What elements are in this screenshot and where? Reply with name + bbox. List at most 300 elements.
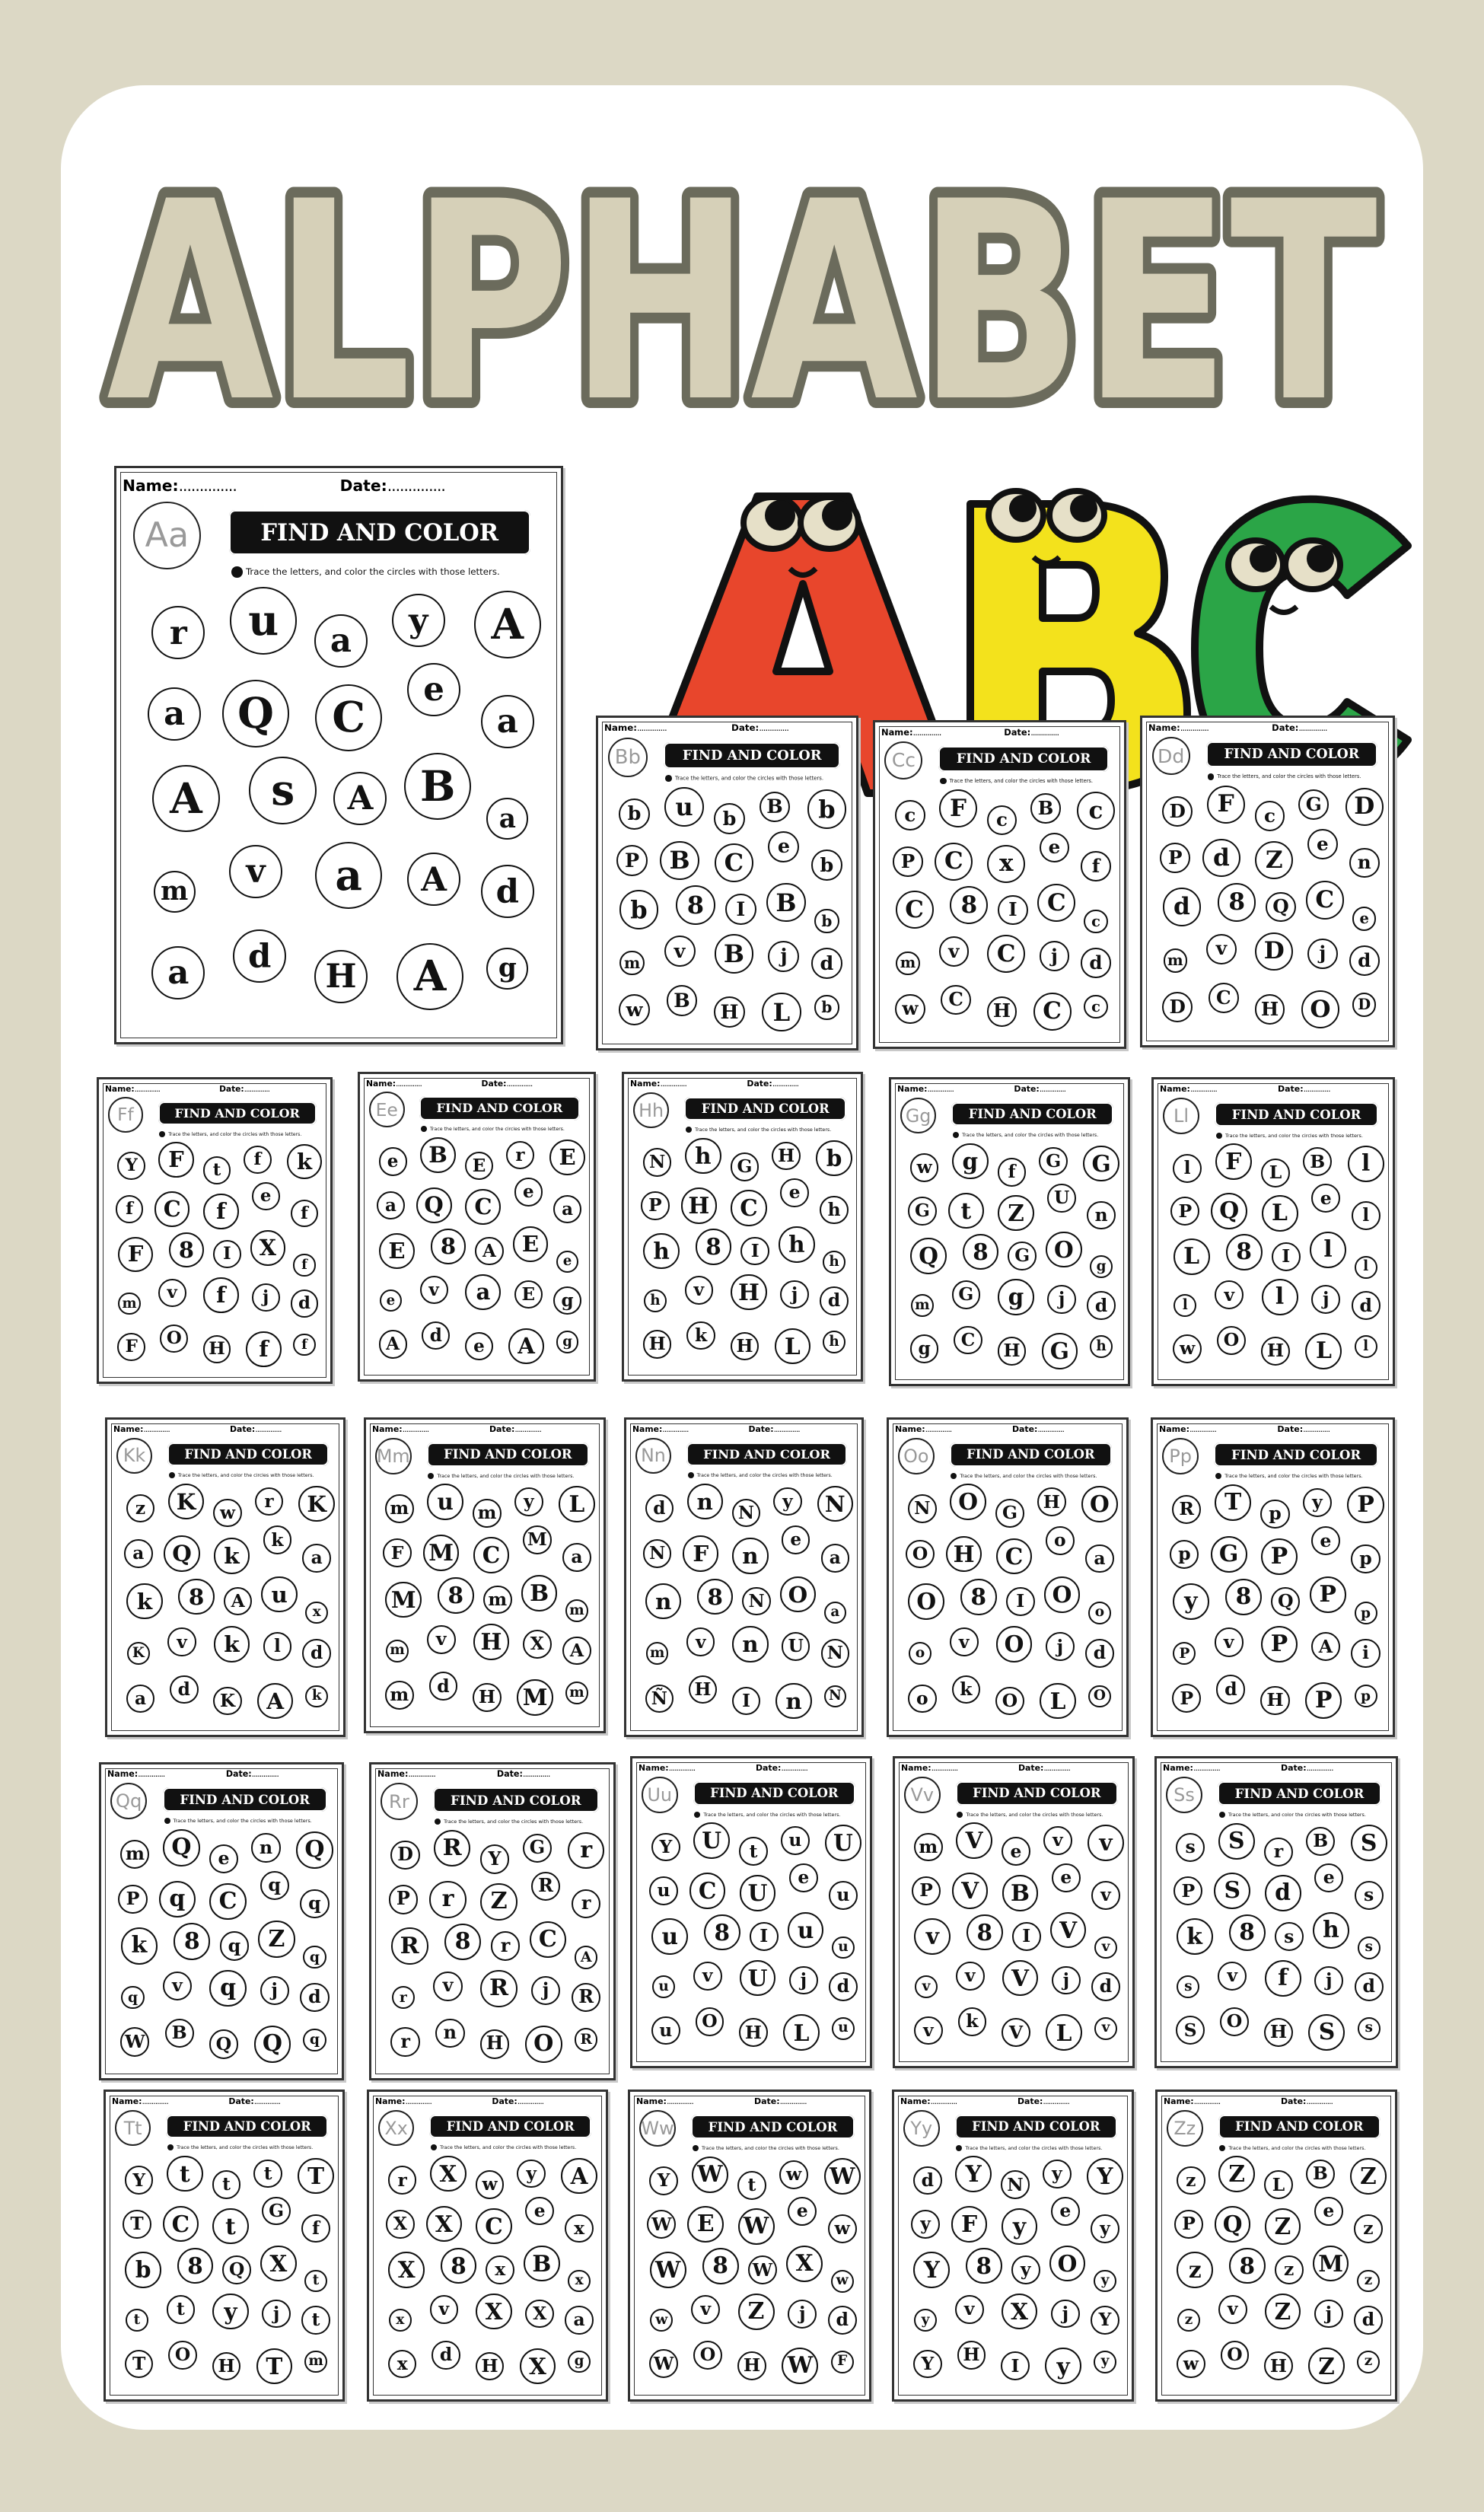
letter-circle: a (465, 1274, 501, 1310)
letter-circle: O (1046, 1232, 1082, 1268)
letter-circle: f (246, 1331, 282, 1367)
letter-circle: F (118, 1237, 154, 1273)
name-label: Name: (112, 2096, 142, 2106)
name-label: Name: (372, 1423, 403, 1434)
letter-circle: K (127, 1642, 150, 1665)
letter-circle: V (1002, 2018, 1030, 2047)
letter-circle: r (506, 1141, 534, 1169)
letter-circle: R (434, 1830, 471, 1867)
letter-circle: H (689, 1675, 717, 1704)
letter-circle: d (1355, 1972, 1384, 2001)
worksheet-dd (1140, 716, 1395, 1047)
letter-circle: j (252, 1283, 280, 1312)
letter-circle: 8 (697, 1579, 733, 1615)
letter-circle: a (1085, 1544, 1114, 1573)
letter-circle: v (1091, 1881, 1120, 1910)
letter-circle: P (1160, 843, 1190, 873)
letter-circle: p (1355, 1602, 1377, 1624)
letter-circle: P (1347, 1487, 1384, 1523)
letter-circle: V (1050, 1912, 1087, 1949)
letter-circle: m (914, 1833, 943, 1862)
find-and-color-heading: FIND AND COLOR (1218, 2115, 1381, 2139)
date-line: .............. (253, 2096, 281, 2106)
find-and-color-heading: FIND AND COLOR (684, 1097, 846, 1121)
letter-circle: z (1275, 2255, 1304, 2284)
letter-circle: V (952, 1873, 989, 1909)
name-label: Name: (636, 2096, 667, 2106)
date-label: Date: (755, 1762, 782, 1773)
letter-circle: A (333, 772, 387, 825)
letter-circle: G (1008, 1242, 1037, 1270)
letter-circle: g (568, 2351, 591, 2373)
letter-circle: Y (1091, 2306, 1119, 2335)
letter-circle: n (1087, 1201, 1116, 1230)
find-and-color-heading: FIND AND COLOR (1215, 1102, 1378, 1127)
letter-circle: y (1094, 2270, 1116, 2293)
name-label: Name: (901, 1762, 931, 1773)
letter-circle: H (473, 1683, 502, 1712)
letter-circle: e (1307, 829, 1338, 859)
letter-circle: R (391, 1927, 428, 1965)
letter-circle: n (775, 1683, 811, 1719)
letter-circle: 8 (438, 1577, 474, 1614)
letter-circle: d (1349, 945, 1380, 976)
worksheet-bb (596, 716, 858, 1050)
worksheet-vv (893, 1756, 1135, 2068)
pencil-icon (169, 1472, 175, 1478)
date-line: .............. (1043, 2096, 1069, 2106)
name-label: Name: (105, 1083, 135, 1094)
worksheet-ww (628, 2090, 871, 2402)
letter-circle: Q (164, 1535, 199, 1571)
letter-circle: P (641, 1191, 670, 1220)
letter-circle: H (473, 1624, 510, 1660)
pencil-icon (431, 2144, 437, 2150)
pencil-icon (665, 775, 672, 782)
letter-circle: l (1310, 1232, 1346, 1268)
name-line: .............. (1180, 722, 1209, 734)
letter-circle: O (950, 1484, 986, 1520)
letter-circle: y (1091, 2214, 1119, 2243)
letter-circle: d (811, 948, 842, 979)
letter-circle: s (1176, 1833, 1205, 1862)
letter-circle: B (420, 1137, 456, 1173)
letter-circle: n (732, 1626, 768, 1662)
letter-circle: e (407, 663, 460, 716)
letter-circle: Q (296, 1831, 333, 1868)
letter-circle: Y (913, 2350, 942, 2379)
letter-circle: j (1040, 941, 1070, 971)
letter-circle: u (781, 1826, 810, 1855)
letter-circle: T (123, 2210, 151, 2239)
name-line: .............. (666, 2096, 693, 2106)
letter-circle: f (116, 1195, 144, 1223)
worksheet-rr (369, 1762, 616, 2080)
letter-circle: w (779, 2160, 808, 2189)
letter-circle: C (987, 935, 1025, 973)
letter-circle: 8 (966, 2248, 1002, 2284)
worksheet-header (901, 1763, 1126, 1773)
letter-circle: w (895, 994, 925, 1025)
letter-circle: I (750, 1922, 779, 1951)
letter-circle: a (481, 695, 534, 748)
letter-circle: O (1088, 1685, 1111, 1708)
letter-circle: I (740, 1237, 769, 1266)
letter-circle: Y (913, 2252, 950, 2288)
letter-badge: Pp (1162, 1438, 1199, 1474)
letter-circle: N (908, 1494, 937, 1523)
letter-circle: O (906, 1540, 935, 1569)
letter-circle: q (121, 1986, 144, 2009)
letter-circle: P (1174, 2210, 1203, 2239)
letter-circle: Q (254, 2026, 291, 2062)
letter-circle: f (291, 1200, 319, 1228)
letter-circle: F (383, 1538, 412, 1567)
letter-circle: H (987, 996, 1017, 1027)
letter-circle: m (896, 952, 919, 975)
letter-circle: Y (1087, 2158, 1123, 2195)
letter-circle: v (685, 1276, 714, 1305)
letter-circle: B (404, 753, 472, 821)
letter-circle: f (293, 1254, 315, 1276)
letter-circle: U (740, 1960, 776, 1997)
letter-circle: W (748, 2255, 777, 2284)
letter-circle: m (385, 1494, 414, 1523)
worksheet-ff (97, 1077, 333, 1384)
find-and-color-heading: FIND AND COLOR (229, 510, 530, 555)
letter-circle: h (820, 1196, 849, 1225)
letter-circle: a (151, 946, 205, 999)
pencil-icon (688, 1472, 694, 1478)
letter-circle: L (1262, 1195, 1298, 1232)
letter-circle: A (474, 591, 542, 658)
letter-circle: v (1218, 1962, 1247, 1991)
worksheet-header (881, 727, 1118, 738)
letter-circle: H (731, 1274, 767, 1311)
instruction-label: Trace the letters, and color the circles with those letters. (444, 1818, 584, 1825)
letter-circle: v (914, 1918, 951, 1955)
name-line: .............. (912, 727, 941, 738)
letter-circle: W (782, 2348, 818, 2384)
letter-circle: u (649, 1876, 678, 1905)
letter-circle: x (565, 2214, 594, 2243)
letter-circle: H (476, 2352, 505, 2381)
pencil-icon (940, 778, 946, 784)
letter-circle: X (430, 2156, 467, 2192)
letter-circle: a (124, 1539, 153, 1568)
letter-circle: 8 (1218, 883, 1256, 921)
letter-circle: m (385, 1681, 414, 1710)
letter-circle: u (651, 1918, 688, 1955)
name-label: Name: (1163, 1763, 1193, 1773)
letter-circle: G (952, 1280, 981, 1309)
worksheet-header (895, 1424, 1120, 1434)
letter-circle: h (643, 1233, 680, 1270)
letter-circle: C (154, 1191, 190, 1227)
letter-circle: y (1173, 1583, 1209, 1620)
letter-circle: c (1084, 995, 1107, 1019)
name-label: Name: (630, 1078, 661, 1089)
name-line: .............. (408, 1769, 435, 1780)
letter-circle: Z (1265, 2294, 1301, 2330)
letter-circle: P (1170, 1197, 1199, 1226)
letter-circle: d (291, 1289, 319, 1318)
letter-circle: c (987, 805, 1017, 836)
letter-circle: q (159, 1881, 196, 1917)
letter-circle: 8 (676, 885, 715, 925)
letter-circle: C (896, 891, 934, 929)
letter-circle: 8 (1229, 2248, 1266, 2284)
letter-circle: C (996, 1538, 1033, 1575)
letter-circle: H (772, 1142, 801, 1171)
letter-circle: h (823, 1331, 845, 1353)
letter-circle: o (909, 1642, 931, 1665)
letter-circle: G (908, 1197, 937, 1226)
letter-circle: I (732, 1687, 760, 1715)
letter-circle: e (556, 1251, 578, 1273)
letter-circle: m (1164, 948, 1187, 972)
letter-circle: p (1351, 1544, 1380, 1573)
letter-circle: e (465, 1332, 493, 1360)
find-and-color-heading: FIND AND COLOR (1206, 741, 1377, 767)
letter-circle: z (1354, 2214, 1383, 2243)
letter-circle: L (783, 2014, 820, 2051)
letter-circle: M (1313, 2246, 1349, 2282)
date-label: Date: (228, 2096, 254, 2106)
letter-circle: 8 (177, 2248, 214, 2284)
letter-circle: C (465, 1189, 501, 1225)
letter-circle: X (388, 2252, 425, 2288)
worksheet-ss (1154, 1756, 1398, 2068)
letter-circle: H (1037, 1487, 1066, 1516)
letter-circle: Z (1350, 2158, 1387, 2195)
letter-circle: d (481, 865, 534, 918)
letter-circle: a (302, 1544, 331, 1573)
worksheet-header (632, 1424, 855, 1434)
worksheet-header (1159, 1424, 1387, 1434)
letter-circle: v (229, 845, 282, 898)
letter-badge: Hh (633, 1092, 670, 1129)
date-line: .............. (1303, 1084, 1330, 1094)
find-and-color-heading: FIND AND COLOR (951, 1102, 1113, 1127)
date-line: .............. (1030, 727, 1059, 738)
letter-circle: d (429, 1672, 458, 1701)
letter-circle: Ñ (645, 1685, 674, 1713)
letter-circle: x (568, 2270, 591, 2293)
letter-circle: V (956, 1822, 992, 1859)
letter-circle: v (915, 1975, 938, 1998)
letter-circle: j (780, 1280, 809, 1309)
letter-circle: c (1255, 801, 1285, 831)
letter-circle: r (388, 2166, 417, 2195)
letter-circle: k (214, 1538, 250, 1573)
letter-circle: j (1052, 1966, 1081, 1995)
date-label: Date: (481, 1078, 507, 1089)
letter-circle: j (768, 941, 799, 972)
find-and-color-heading: FIND AND COLOR (163, 1787, 327, 1812)
name-label: Name: (1164, 2096, 1194, 2106)
letter-circle: P (1173, 1642, 1196, 1665)
letter-circle: d (1163, 888, 1201, 926)
letter-circle: e (1040, 833, 1070, 863)
letter-circle: R (1172, 1495, 1201, 1524)
letter-badge: Bb (608, 738, 648, 777)
letter-circle: N (643, 1148, 672, 1177)
letter-circle: v (433, 1972, 462, 2000)
letter-circle: d (1091, 1972, 1120, 2001)
letter-circle: 8 (174, 1923, 210, 1959)
letter-circle: k (952, 1675, 981, 1704)
letter-circle: b (811, 850, 842, 881)
letter-circle: G (995, 1499, 1024, 1528)
letter-circle: h (644, 1289, 667, 1312)
instruction-text (940, 778, 1093, 784)
name-line: .............. (138, 1769, 165, 1780)
letter-circle: B (165, 2019, 194, 2048)
instruction-label: Trace the letters, and color the circles with those letters. (962, 1133, 1099, 1139)
letter-circle: A (475, 1237, 503, 1265)
letter-circle: j (260, 1976, 289, 2005)
letter-circle: R (575, 2028, 597, 2051)
instruction-text (1219, 1812, 1366, 1818)
date-line: .............. (1043, 1762, 1070, 1773)
letter-circle: j (1046, 1632, 1075, 1661)
pencil-icon (693, 2145, 699, 2151)
instruction-text (169, 1472, 314, 1478)
worksheet-zz (1155, 2090, 1397, 2402)
letter-circle: v (664, 936, 696, 967)
date-label: Date: (1280, 1763, 1307, 1773)
letter-circle: Q (1215, 2206, 1251, 2243)
letter-circle: N (817, 1486, 853, 1522)
letter-circle: u (829, 1881, 858, 1910)
letter-circle: v (1215, 1280, 1244, 1309)
letter-circle: d (1354, 2306, 1383, 2335)
letter-circle: Q (1271, 1587, 1300, 1616)
name-label: Name: (632, 1423, 663, 1434)
letter-circle: I (1272, 1242, 1301, 1271)
letter-circle: 8 (960, 1579, 997, 1615)
letter-circle: D (1162, 796, 1193, 827)
letter-circle: l (1348, 1146, 1384, 1182)
letter-circle: I (1001, 2351, 1030, 2380)
letter-circle: m (565, 1682, 588, 1704)
letter-circle: m (619, 951, 644, 975)
letter-circle: g (998, 1279, 1034, 1315)
letter-circle: h (685, 1138, 721, 1175)
letter-circle: o (1088, 1602, 1111, 1624)
letter-circle: l (1355, 1335, 1377, 1358)
letter-circle: m (386, 1640, 409, 1662)
worksheet-header (113, 1424, 337, 1434)
letter-circle: f (203, 1194, 239, 1229)
letter-circle: e (1052, 1863, 1081, 1892)
letter-circle: H (1255, 994, 1285, 1025)
date-label: Date: (1280, 2096, 1307, 2106)
letter-circle: v (427, 1625, 456, 1654)
letter-circle: m (154, 871, 196, 913)
letter-circle: y (517, 2160, 546, 2188)
letter-circle: F (951, 2206, 988, 2243)
letter-badge: Qq (110, 1783, 147, 1819)
letter-circle: d (300, 1983, 329, 2012)
name-label: Name: (1159, 1424, 1190, 1435)
letter-circle: 8 (178, 1579, 214, 1615)
letter-badge: Cc (884, 741, 922, 779)
letter-circle: W (120, 2027, 149, 2056)
letter-circle: E (514, 1280, 543, 1309)
letter-circle: v (1218, 2295, 1247, 2324)
letter-circle: x (486, 2255, 514, 2284)
letter-circle: s (1177, 1975, 1199, 1998)
name-line: .............. (925, 1423, 952, 1434)
letter-badge: Uu (642, 1777, 678, 1813)
letter-circle: O (525, 2026, 562, 2063)
worksheet-header (639, 1763, 864, 1773)
letter-circle: v (686, 1627, 715, 1656)
letter-circle: B (521, 1575, 558, 1611)
letter-circle: a (553, 1195, 581, 1223)
letter-badge: Ff (108, 1097, 144, 1133)
pencil-icon (686, 1127, 692, 1133)
date-line: .............. (1306, 2096, 1333, 2106)
name-label: Name: (1148, 722, 1180, 734)
letter-circle: P (1261, 1538, 1298, 1575)
instruction-label: Trace the letters, and color the circles with those letters. (1217, 773, 1361, 780)
letter-circle: T (256, 2348, 293, 2385)
instruction-label: Trace the letters, and color the circles with those letters. (177, 2145, 314, 2151)
letter-circle: n (687, 1484, 723, 1519)
letter-circle: o (908, 1685, 937, 1713)
letter-circle: Z (1255, 841, 1293, 879)
letter-circle: B (715, 934, 754, 974)
letter-circle: G (1298, 789, 1329, 820)
name-line: .............. (931, 1762, 958, 1773)
letter-circle: w (213, 1499, 242, 1528)
worksheet-header (123, 477, 555, 495)
letter-circle: S (1176, 2016, 1205, 2045)
letter-circle: d (828, 2306, 857, 2335)
letter-circle: e (780, 1178, 809, 1207)
letter-circle: p (1355, 1685, 1377, 1707)
letter-circle: W (824, 2158, 861, 2195)
letter-circle: P (1310, 1576, 1346, 1613)
date-label: Date: (731, 722, 760, 734)
letter-circle: A (224, 1587, 253, 1616)
find-and-color-heading: FIND AND COLOR (166, 2115, 328, 2139)
letter-circle: l (1352, 1201, 1381, 1230)
letter-circle: Q (910, 1238, 947, 1274)
letter-circle: G (731, 1152, 760, 1181)
letter-circle: j (788, 2300, 817, 2329)
letter-circle: e (1352, 907, 1376, 930)
letter-circle: m (483, 1586, 512, 1615)
letter-circle: O (696, 2007, 724, 2036)
letter-circle: P (893, 846, 923, 877)
date-line: .............. (1303, 1424, 1330, 1435)
letter-circle: Q (163, 1829, 199, 1866)
letter-circle: B (1002, 1875, 1039, 1911)
letter-badge: Oo (898, 1438, 935, 1474)
name-line: .............. (660, 1078, 686, 1089)
letter-circle: s (1358, 1937, 1381, 1959)
date-line: .............. (1306, 1763, 1333, 1773)
letter-circle: d (1081, 948, 1111, 978)
letter-circle: Y (651, 1833, 680, 1862)
letter-circle: r (568, 1832, 605, 1870)
letter-circle: S (1218, 1823, 1255, 1860)
worksheet-mm (364, 1417, 606, 1733)
